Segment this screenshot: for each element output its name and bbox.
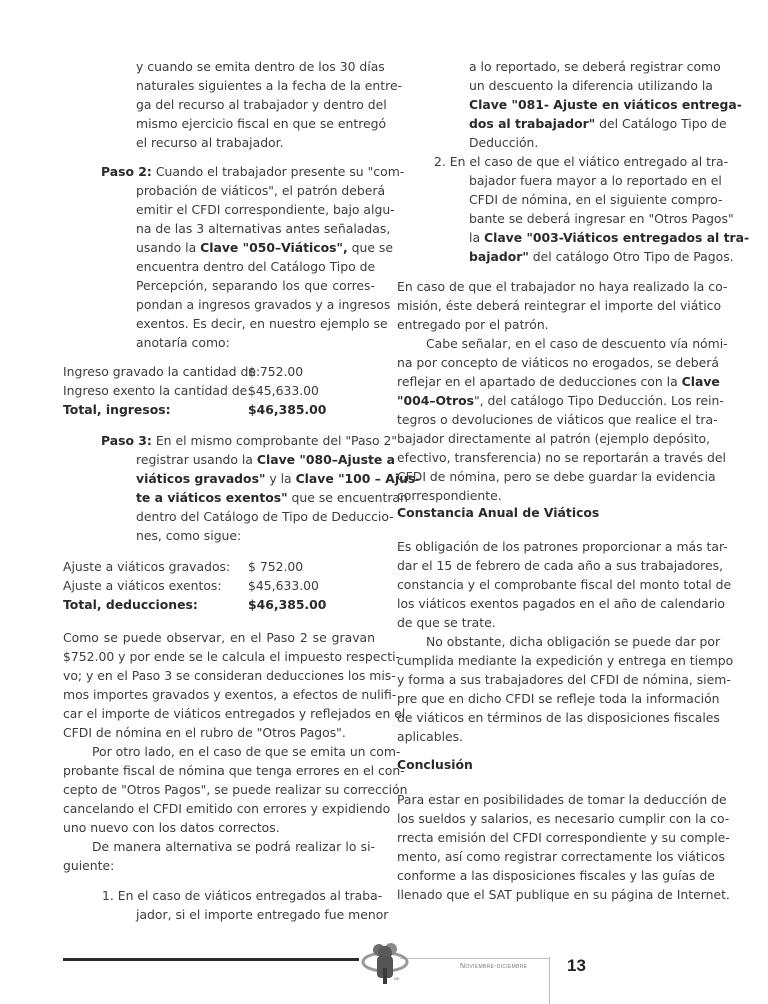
paso3-first-line [101, 431, 398, 450]
item2-line5 [469, 228, 750, 247]
text-line: vo; y en el Paso 3 se consideran deducciones los mis- [63, 668, 396, 683]
text-line: rrecta emisión del CFDI correspondiente y su comple- [397, 830, 730, 845]
ingresos-value: $45,633.00 [248, 383, 319, 398]
text-line: En el mismo comprobante del "Paso 2" [151, 433, 398, 448]
ingresos-total-label: Total, ingresos: [63, 402, 171, 417]
text-line: y cuando se emita dentro de los 30 días [136, 59, 385, 74]
deducciones-value: $45,633.00 [248, 578, 319, 593]
text-fragment: registrar usando la [136, 452, 257, 467]
footer-divider [549, 957, 550, 1004]
text-line: CFDI de nómina, en el siguiente compro- [469, 192, 723, 207]
text-line: Como se puede observar, en el Paso 2 se gravan [63, 630, 375, 645]
svg-text:NE: NE [394, 976, 400, 981]
ingresos-label: Ingreso exento la cantidad de: [63, 383, 252, 398]
text-fragment: que se [347, 240, 393, 255]
text-fragment: del Catálogo Tipo de [595, 116, 727, 131]
text-line: Para estar en posibilidades de tomar la deducción de [397, 792, 727, 807]
text-fragment: Clave [681, 374, 720, 389]
section-heading-conclusion: Conclusión [397, 757, 473, 772]
clave-003: Clave "003-Viáticos entregados al tra- [483, 230, 750, 245]
text-line: probación de viáticos", el patrón deberá [136, 183, 386, 198]
text-line: los viáticos exentos pagados en el año de calendario [397, 596, 726, 611]
text-line: Cabe señalar, en el caso de descuento vía nómi- [426, 336, 728, 351]
text-line: misión, éste deberá reintegrar el importe del viático [397, 298, 722, 313]
clave-004: "004–Otros [397, 393, 474, 408]
text-line: exentos. Es decir, en nuestro ejemplo se [136, 316, 388, 331]
footer-rule-thick [63, 958, 359, 961]
ingresos-label: Ingreso gravado la cantidad de: [63, 364, 261, 379]
text-line: nes, como sigue: [136, 528, 242, 543]
deducciones-label: Ajuste a viáticos exentos: [63, 578, 222, 593]
cabe-line3 [397, 372, 720, 391]
text-line: na de las 3 alternativas antes señaladas, [136, 221, 391, 236]
text-line: car el importe de viáticos entregados y reflejados en el [63, 706, 406, 721]
text-line: de viáticos en términos de las disposiciones fiscales [397, 710, 720, 725]
text-line: de que se trate. [397, 615, 496, 630]
footer-rule-thin [400, 958, 550, 959]
list-item-1: 1. En el caso de viáticos entregados al traba- [102, 888, 383, 903]
deducciones-total-label: Total, deducciones: [63, 597, 198, 612]
text-fragment: viáticos gravados" [136, 471, 266, 486]
text-line: Percepción, separando los que corres- [136, 278, 375, 293]
text-fragment: usando la [136, 240, 201, 255]
text-line: el recurso al trabajador. [136, 135, 284, 150]
text-line: ga del recurso al trabajador y dentro del [136, 97, 387, 112]
text-fragment: te a viáticos exentos" [136, 490, 288, 505]
text-line: pre que en dicho CFDI se refleje toda la información [397, 691, 720, 706]
clave-050: Clave "050–Viáticos", [200, 240, 348, 255]
text-line: bante se deberá ingresar en "Otros Pagos" [469, 211, 734, 226]
text-line: guiente: [63, 858, 115, 873]
ingresos-total-value: $46,385.00 [248, 402, 327, 417]
text-line: llenado que el SAT publique en su página de Internet. [397, 887, 730, 902]
deducciones-total-value: $46,385.00 [248, 597, 327, 612]
section-heading-constancia: Constancia Anual de Viáticos [397, 505, 600, 520]
text-line: correspondiente. [397, 488, 502, 503]
clave-080: Clave "080–Ajuste a [256, 452, 395, 467]
text-fragment: dos al trabajador" [469, 116, 596, 131]
text-line: dar el 15 de febrero de cada año a sus trabajadores, [397, 558, 724, 573]
text-line: bajador fuera mayor a lo reportado en el [469, 173, 722, 188]
text-line: cancelando el CFDI emitido con errores y expidiendo [63, 801, 391, 816]
item2-line6 [469, 247, 734, 266]
text-line: Es obligación de los patrones proporcionar a más tar- [397, 539, 728, 554]
text-line: CFDI de nómina, pero se debe guardar la evidencia [397, 469, 716, 484]
text-line: encuentra dentro del Catálogo Tipo de [136, 259, 376, 274]
text-line: Por otro lado, en el caso de que se emita un com- [92, 744, 401, 759]
text-line: cepto de "Otros Pagos", se puede realizar su corrección [63, 782, 408, 797]
text-line: Deducción. [469, 135, 539, 150]
text-line: aplicables. [397, 729, 464, 744]
text-line: Cuando el trabajador presente su "com- [151, 164, 405, 179]
text-line: jador, si el importe entregado fue menor [136, 907, 389, 922]
deducciones-value: $ 752.00 [248, 559, 304, 574]
text-line: mento, así como registrar correctamente los viáticos [397, 849, 725, 864]
publication-logo-icon [360, 940, 410, 986]
text-line: $752.00 y por ende se le calcula el impuesto respecti- [63, 649, 401, 664]
text-line: dentro del Catálogo de Tipo de Deduccio- [136, 509, 394, 524]
text-fragment: que se encuentran [287, 490, 408, 505]
list-item-2: 2. En el caso de que el viático entregado al tra- [434, 154, 729, 169]
text-line: constancia y el comprobante fiscal del monto total de [397, 577, 732, 592]
text-fragment: ", del catálogo Tipo Deducción. Los rein- [473, 393, 724, 408]
text-line: cumplida mediante la expedición y entrega en tiempo [397, 653, 734, 668]
paso2-label: Paso 2: [101, 164, 152, 179]
clave-100: Clave "100 – Ajus- [295, 471, 421, 486]
ingresos-value: $ 752.00 [248, 364, 304, 379]
text-line: naturales siguientes a la fecha de la entre- [136, 78, 403, 93]
item1-line4 [469, 114, 727, 133]
paso3-label: Paso 3: [101, 433, 152, 448]
text-line: efectivo, transferencia) no se reportarán a través del [397, 450, 726, 465]
text-line: probante fiscal de nómina que tenga errores en el con- [63, 763, 405, 778]
text-line: CFDI de nómina en el rubro de "Otros Pagos". [63, 725, 346, 740]
paso3-line2 [136, 450, 395, 469]
text-fragment: la [469, 230, 484, 245]
paso2-clave-line [136, 238, 393, 257]
paso2-first-line [101, 162, 405, 181]
text-fragment: y la [265, 471, 296, 486]
text-fragment: bajador" [469, 249, 529, 264]
paso3-line4 [136, 488, 408, 507]
text-line: na por concepto de viáticos no erogados, se deberá [397, 355, 719, 370]
text-line: uno nuevo con los datos correctos. [63, 820, 280, 835]
text-line: un descuento la diferencia utilizando la [469, 78, 713, 93]
text-line: bajador directamente al patrón (ejemplo depósito, [397, 431, 711, 446]
text-line: No obstante, dicha obligación se puede dar por [426, 634, 721, 649]
text-fragment: reflejar en el apartado de deducciones con la [397, 374, 682, 389]
text-line: y forma a sus trabajadores del CFDI de nómina, siem- [397, 672, 731, 687]
text-line: los sueldos y salarios, es necesario cumplir con la co- [397, 811, 730, 826]
text-line: a lo reportado, se deberá registrar como [469, 59, 721, 74]
cabe-line4 [397, 391, 724, 410]
deducciones-label: Ajuste a viáticos gravados: [63, 559, 231, 574]
text-line: tegros o devoluciones de viáticos que realice el tra- [397, 412, 718, 427]
text-line: emitir el CFDI correspondiente, bajo algu- [136, 202, 395, 217]
text-line: mismo ejercicio fiscal en que se entregó [136, 116, 387, 131]
text-line: mos importes gravados y exentos, a efectos de nulifi- [63, 687, 397, 702]
text-fragment: del catálogo Otro Tipo de Pagos. [528, 249, 734, 264]
clave-081: Clave "081- Ajuste en viáticos entrega- [469, 97, 742, 112]
page-number: 13 [567, 956, 586, 975]
paso3-line3 [136, 469, 421, 488]
footer-date: Noviembre-diciembre [460, 963, 528, 970]
text-line: De manera alternativa se podrá realizar lo si- [92, 839, 375, 854]
text-line: anotaría como: [136, 335, 230, 350]
text-line: En caso de que el trabajador no haya realizado la co- [397, 279, 728, 294]
text-line: entregado por el patrón. [397, 317, 549, 332]
text-line: pondan a ingresos gravados y a ingresos [136, 297, 391, 312]
text-line: conforme a las disposiciones fiscales y las guías de [397, 868, 715, 883]
